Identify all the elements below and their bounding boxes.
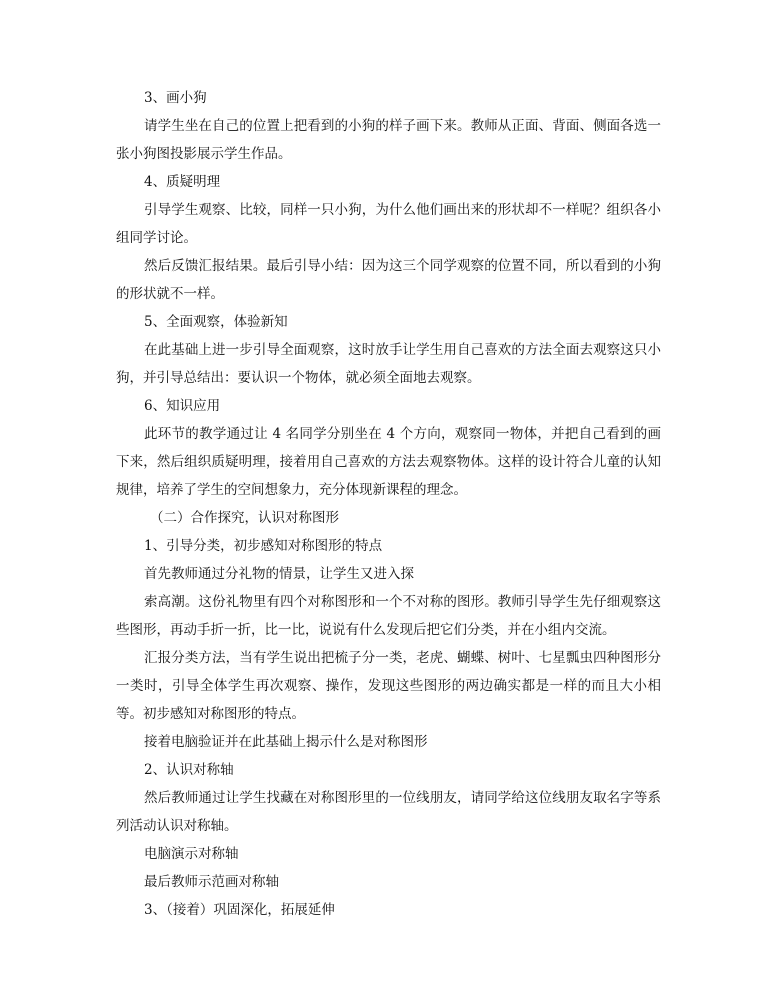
paragraph-computer-verify: 接着电脑验证并在此基础上揭示什么是对称图形 bbox=[144, 734, 428, 750]
paragraph-knowledge-application: 此环节的教学通过让 4 名同学分别坐在 4 个方向，观察同一物体，并把自己看到的画下来，然后组织质疑明理，接着用自己喜欢的方法去观察物体。这样的设计符合儿童的认知规律，培养了学生的空间想象力，充分体现新课程的理念。 bbox=[116, 426, 661, 498]
section-heading-question: 4、质疑明理 bbox=[144, 174, 221, 190]
paragraph-teacher-demo: 最后教师示范画对称轴 bbox=[144, 874, 279, 890]
section-heading-knowledge-application: 6、知识应用 bbox=[144, 398, 221, 414]
section-heading-classification: 1、引导分类，初步感知对称图形的特点 bbox=[144, 538, 383, 554]
paragraph-full-observation: 在此基础上进一步引导全面观察，这时放手让学生用自己喜欢的方法全面去观察这只小狗，并引导总结出：要认识一个物体，就必须全面地去观察。 bbox=[116, 342, 661, 386]
section-heading-symmetric-figures: （二）合作探究，认识对称图形 bbox=[150, 510, 339, 526]
section-heading-draw-puppy: 3、画小狗 bbox=[144, 90, 207, 106]
paragraph-line-friend: 然后教师通过让学生找藏在对称图形里的一位线朋友，请同学给这位线朋友取名字等系列活动认识对称轴。 bbox=[116, 790, 661, 834]
document-body bbox=[116, 84, 661, 924]
section-heading-consolidate: 3、（接着）巩固深化，拓展延伸 bbox=[144, 902, 335, 918]
paragraph-gift-figures: 索高潮。这份礼物里有四个对称图形和一个不对称的图形。教师引导学生先仔细观察这些图形，再动手折一折，比一比，说说有什么发现后把它们分类，并在小组内交流。 bbox=[116, 594, 661, 638]
section-heading-full-observation: 5、全面观察，体验新知 bbox=[144, 314, 288, 330]
paragraph-gift-scenario: 首先教师通过分礼物的情景，让学生又进入探 bbox=[144, 566, 414, 582]
paragraph-draw-puppy: 请学生坐在自己的位置上把看到的小狗的样子画下来。教师从正面、背面、侧面各选一张小狗图投影展示学生作品。 bbox=[116, 118, 661, 162]
paragraph-report-classification: 汇报分类方法，当有学生说出把梳子分一类，老虎、蝴蝶、树叶、七星瓢虫四种图形分一类时，引导全体学生再次观察、操作，发现这些图形的两边确实都是一样的而且大小相等。初步感知对称图形的特点。 bbox=[116, 650, 661, 722]
paragraph-feedback-summary: 然后反馈汇报结果。最后引导小结：因为这三个同学观察的位置不同，所以看到的小狗的形状就不一样。 bbox=[116, 258, 661, 302]
paragraph-computer-demo: 电脑演示对称轴 bbox=[144, 846, 239, 862]
paragraph-observe-compare: 引导学生观察、比较，同样一只小狗，为什么他们画出来的形状却不一样呢？组织各小组同学讨论。 bbox=[116, 202, 661, 246]
section-heading-axis-of-symmetry: 2、认识对称轴 bbox=[144, 762, 234, 778]
